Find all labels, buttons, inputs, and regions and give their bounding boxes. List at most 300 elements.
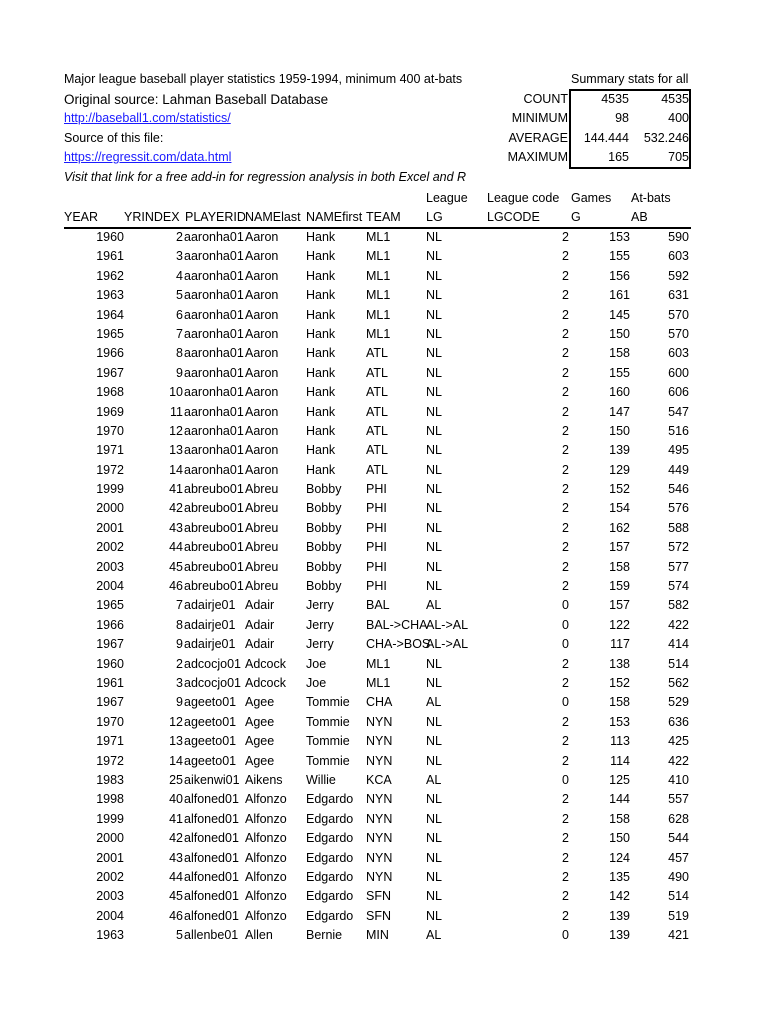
cell-lg: NL [426, 326, 442, 341]
cell-at-bats: 576 [668, 501, 689, 516]
cell-yrindex: 7 [176, 598, 183, 613]
cell-namefirst: Hank [306, 423, 336, 438]
cell-yrindex: 44 [169, 869, 183, 884]
cell-yrindex: 46 [169, 908, 183, 923]
summary-label-average: AVERAGE [508, 131, 568, 145]
cell-lgcode: 0 [562, 695, 569, 710]
table-row [0, 422, 768, 441]
cell-yrindex: 41 [169, 482, 183, 497]
cell-games: 159 [609, 579, 630, 594]
cell-games: 142 [609, 889, 630, 904]
cell-team: ML1 [366, 249, 391, 264]
cell-team: ATL [366, 365, 388, 380]
cell-playerid: alfoned01 [184, 869, 239, 884]
cell-namefirst: Bobby [306, 501, 342, 516]
cell-namelast: Abreu [245, 579, 279, 594]
cell-playerid: abreubo01 [184, 501, 244, 516]
cell-lg: AL [426, 772, 442, 787]
cell-team: PHI [366, 559, 387, 574]
cell-team: MIN [366, 928, 389, 943]
cell-at-bats: 606 [668, 385, 689, 400]
cell-namelast: Aaron [245, 307, 279, 322]
cell-games: 155 [609, 365, 630, 380]
cell-year: 1967 [96, 365, 124, 380]
cell-namefirst: Hank [306, 249, 336, 264]
cell-at-bats: 544 [668, 831, 689, 846]
cell-playerid: ageeto01 [184, 695, 237, 710]
cell-namelast: Abreu [245, 482, 279, 497]
cell-lgcode: 0 [562, 637, 569, 652]
cell-year: 1960 [96, 656, 124, 671]
cell-team: SFN [366, 908, 391, 923]
cell-year: 1961 [96, 249, 124, 264]
cell-games: 162 [609, 520, 630, 535]
cell-lg: NL [426, 230, 442, 244]
cell-year: 1983 [96, 772, 124, 787]
cell-lgcode: 2 [562, 268, 569, 283]
cell-yrindex: 3 [176, 249, 183, 264]
cell-games: 150 [609, 326, 630, 341]
cell-namelast: Alfonzo [245, 889, 287, 904]
cell-lgcode: 2 [562, 288, 569, 303]
cell-namelast: Aaron [245, 288, 279, 303]
cell-team: NYN [366, 734, 393, 749]
cell-lg: NL [426, 462, 442, 477]
cell-playerid: ageeto01 [184, 734, 237, 749]
cell-games: 122 [609, 617, 630, 632]
cell-namelast: Alfonzo [245, 811, 287, 826]
cell-lgcode: 2 [562, 462, 569, 477]
cell-yrindex: 3 [176, 675, 183, 690]
cell-namelast: Adair [245, 617, 275, 632]
col-desc-league-code: League code [487, 191, 560, 205]
cell-namefirst: Edgardo [306, 811, 354, 826]
cell-games: 161 [609, 288, 630, 303]
cell-namefirst: Willie [306, 772, 336, 787]
cell-namefirst: Bobby [306, 579, 342, 594]
cell-namelast: Abreu [245, 540, 279, 555]
cell-namelast: Alfonzo [245, 831, 287, 846]
table-row [0, 480, 768, 499]
cell-namefirst: Bobby [306, 559, 342, 574]
cell-games: 158 [609, 695, 630, 710]
cell-namefirst: Hank [306, 326, 336, 341]
cell-at-bats: 577 [668, 559, 689, 574]
cell-team: ATL [366, 443, 388, 458]
cell-games: 147 [609, 404, 630, 419]
cell-lg: NL [426, 346, 442, 361]
cell-lg: NL [426, 792, 442, 807]
cell-at-bats: 592 [668, 268, 689, 283]
summary-label-minimum: MINIMUM [511, 111, 568, 125]
cell-lgcode: 2 [562, 869, 569, 884]
col-header-team: TEAM [366, 210, 401, 224]
cell-lg: NL [426, 443, 442, 458]
cell-namelast: Abreu [245, 520, 279, 535]
cell-team: PHI [366, 482, 387, 497]
table-row [0, 325, 768, 344]
cell-playerid: adcocjo01 [184, 675, 241, 690]
cell-year: 1965 [96, 598, 124, 613]
cell-namefirst: Hank [306, 385, 336, 400]
source-link[interactable]: http://baseball1.com/statistics/ [64, 111, 231, 125]
cell-namelast: Aaron [245, 249, 279, 264]
table-row [0, 267, 768, 286]
cell-yrindex: 25 [169, 772, 183, 787]
cell-games: 157 [609, 598, 630, 613]
cell-year: 1999 [96, 811, 124, 826]
add-in-note: Visit that link for a free add-in for regression analysis in both Excel and R [64, 170, 467, 184]
cell-at-bats: 516 [668, 423, 689, 438]
cell-team: PHI [366, 501, 387, 516]
cell-namefirst: Hank [306, 462, 336, 477]
table-row [0, 713, 768, 732]
cell-year: 1967 [96, 695, 124, 710]
cell-playerid: alfoned01 [184, 811, 239, 826]
cell-at-bats: 636 [668, 714, 689, 729]
cell-games: 154 [609, 501, 630, 516]
cell-yrindex: 44 [169, 540, 183, 555]
cell-at-bats: 495 [668, 443, 689, 458]
cell-playerid: alfoned01 [184, 850, 239, 865]
cell-playerid: aaronha01 [184, 346, 244, 361]
cell-year: 2002 [96, 540, 124, 555]
cell-namefirst: Hank [306, 307, 336, 322]
cell-lgcode: 0 [562, 928, 569, 943]
cell-yrindex: 7 [176, 326, 183, 341]
cell-playerid: aaronha01 [184, 249, 244, 264]
cell-lg: AL [426, 695, 442, 710]
cell-yrindex: 8 [176, 617, 183, 632]
cell-team: SFN [366, 889, 391, 904]
cell-playerid: abreubo01 [184, 579, 244, 594]
data-table [0, 228, 768, 945]
cell-year: 1963 [96, 288, 124, 303]
cell-yrindex: 42 [169, 831, 183, 846]
cell-lgcode: 2 [562, 520, 569, 535]
cell-playerid: aaronha01 [184, 268, 244, 283]
cell-namefirst: Edgardo [306, 850, 354, 865]
cell-yrindex: 2 [176, 230, 183, 244]
cell-namefirst: Hank [306, 443, 336, 458]
cell-yrindex: 14 [169, 462, 183, 477]
file-source-label: Source of this file: [64, 131, 164, 145]
cell-playerid: alfoned01 [184, 908, 239, 923]
cell-games: 117 [610, 637, 630, 652]
cell-namefirst: Hank [306, 365, 336, 380]
cell-lg: NL [426, 869, 442, 884]
table-row [0, 286, 768, 305]
cell-playerid: adcocjo01 [184, 656, 241, 671]
cell-namelast: Adair [245, 598, 275, 613]
cell-games: 155 [609, 249, 630, 264]
cell-lg: NL [426, 423, 442, 438]
cell-namefirst: Tommie [306, 695, 350, 710]
summary-ab-minimum: 400 [668, 111, 689, 125]
cell-at-bats: 514 [668, 656, 689, 671]
cell-lg: NL [426, 889, 442, 904]
cell-games: 150 [609, 831, 630, 846]
cell-yrindex: 42 [169, 501, 183, 516]
cell-year: 1965 [96, 326, 124, 341]
cell-year: 2004 [96, 908, 124, 923]
summary-ab-count: 4535 [661, 92, 689, 106]
cell-playerid: alfoned01 [184, 792, 239, 807]
cell-yrindex: 4 [176, 268, 183, 283]
cell-playerid: aaronha01 [184, 385, 244, 400]
table-row [0, 752, 768, 771]
cell-year: 2000 [96, 831, 124, 846]
cell-games: 158 [609, 811, 630, 826]
cell-namelast: Aaron [245, 423, 279, 438]
cell-playerid: aaronha01 [184, 404, 244, 419]
cell-lg: NL [426, 520, 442, 535]
cell-playerid: abreubo01 [184, 540, 244, 555]
cell-lg: AL->AL [426, 637, 469, 652]
cell-year: 1972 [96, 753, 124, 768]
summary-label-count: COUNT [523, 92, 568, 106]
cell-yrindex: 9 [176, 365, 183, 380]
cell-team: NYN [366, 811, 393, 826]
cell-games: 139 [609, 928, 630, 943]
cell-playerid: aaronha01 [184, 443, 244, 458]
cell-lgcode: 2 [562, 423, 569, 438]
cell-year: 1972 [96, 462, 124, 477]
cell-at-bats: 547 [668, 404, 689, 419]
cell-team: ML1 [366, 307, 391, 322]
cell-namefirst: Hank [306, 230, 336, 244]
summary-label-maximum: MAXIMUM [507, 150, 568, 164]
cell-yrindex: 45 [169, 559, 183, 574]
cell-lgcode: 2 [562, 346, 569, 361]
cell-lgcode: 2 [562, 385, 569, 400]
file-link[interactable]: https://regressit.com/data.html [64, 150, 232, 164]
cell-team: NYN [366, 850, 393, 865]
cell-lgcode: 2 [562, 792, 569, 807]
cell-lgcode: 2 [562, 540, 569, 555]
col-header-namefirst: NAMEfirst [306, 210, 363, 224]
cell-team: NYN [366, 753, 393, 768]
cell-team: ML1 [366, 656, 391, 671]
table-row [0, 655, 768, 674]
cell-lg: AL [426, 928, 442, 943]
cell-namefirst: Joe [306, 656, 327, 671]
cell-lgcode: 2 [562, 831, 569, 846]
summary-ab-maximum: 705 [668, 150, 689, 164]
cell-lg: AL [426, 598, 442, 613]
cell-team: KCA [366, 772, 392, 787]
cell-year: 1968 [96, 385, 124, 400]
cell-year: 2003 [96, 559, 124, 574]
table-row [0, 441, 768, 460]
cell-namelast: Abreu [245, 501, 279, 516]
cell-team: ML1 [366, 268, 391, 283]
cell-lg: NL [426, 501, 442, 516]
cell-playerid: aaronha01 [184, 230, 244, 244]
cell-namelast: Aaron [245, 230, 279, 244]
cell-team: ML1 [366, 326, 391, 341]
cell-team: ATL [366, 404, 388, 419]
cell-playerid: abreubo01 [184, 559, 244, 574]
cell-namefirst: Hank [306, 288, 336, 303]
table-row [0, 228, 768, 247]
cell-yrindex: 13 [169, 734, 183, 749]
cell-team: ML1 [366, 230, 391, 244]
table-row [0, 829, 768, 848]
cell-team: ATL [366, 346, 388, 361]
cell-at-bats: 574 [668, 579, 689, 594]
cell-playerid: aikenwi01 [184, 772, 240, 787]
cell-yrindex: 11 [170, 404, 183, 419]
cell-playerid: adairje01 [184, 637, 236, 652]
cell-at-bats: 562 [668, 675, 689, 690]
table-row [0, 577, 768, 596]
cell-year: 2000 [96, 501, 124, 516]
cell-yrindex: 5 [176, 288, 183, 303]
cell-team: PHI [366, 579, 387, 594]
cell-lgcode: 2 [562, 811, 569, 826]
cell-games: 156 [609, 268, 630, 283]
col-header-namelast: NAMElast [245, 210, 301, 224]
cell-namelast: Adcock [245, 656, 286, 671]
cell-games: 152 [609, 482, 630, 497]
cell-games: 158 [609, 559, 630, 574]
cell-games: 124 [609, 850, 630, 865]
cell-games: 129 [609, 462, 630, 477]
summary-g-maximum: 165 [608, 150, 629, 164]
cell-lgcode: 0 [562, 772, 569, 787]
cell-yrindex: 43 [169, 850, 183, 865]
cell-lgcode: 2 [562, 326, 569, 341]
cell-games: 135 [609, 869, 630, 884]
cell-at-bats: 449 [668, 462, 689, 477]
cell-games: 138 [609, 656, 630, 671]
cell-namelast: Adcock [245, 675, 286, 690]
cell-at-bats: 582 [668, 598, 689, 613]
table-row [0, 732, 768, 751]
cell-namefirst: Hank [306, 346, 336, 361]
cell-yrindex: 14 [169, 753, 183, 768]
cell-at-bats: 546 [668, 482, 689, 497]
cell-yrindex: 40 [169, 792, 183, 807]
cell-namelast: Alfonzo [245, 792, 287, 807]
cell-yrindex: 43 [169, 520, 183, 535]
cell-playerid: alfoned01 [184, 831, 239, 846]
cell-lgcode: 2 [562, 889, 569, 904]
summary-border-right [689, 89, 691, 169]
cell-playerid: alfoned01 [184, 889, 239, 904]
col-desc-league: League [426, 191, 468, 205]
cell-team: CHA->BOS [366, 637, 431, 652]
cell-namefirst: Hank [306, 404, 336, 419]
cell-lgcode: 2 [562, 249, 569, 264]
summary-g-average: 144.444 [583, 131, 629, 145]
cell-lg: NL [426, 656, 442, 671]
cell-playerid: ageeto01 [184, 714, 237, 729]
cell-playerid: aaronha01 [184, 326, 244, 341]
table-row [0, 868, 768, 887]
table-row [0, 364, 768, 383]
cell-namelast: Aaron [245, 404, 279, 419]
cell-namelast: Agee [245, 714, 275, 729]
table-row [0, 461, 768, 480]
cell-namelast: Agee [245, 695, 275, 710]
cell-lg: NL [426, 753, 442, 768]
cell-namelast: Aikens [245, 772, 283, 787]
cell-at-bats: 603 [668, 346, 689, 361]
cell-namefirst: Joe [306, 675, 327, 690]
cell-lg: NL [426, 249, 442, 264]
summary-g-count: 4535 [601, 92, 629, 106]
table-row [0, 771, 768, 790]
table-row [0, 616, 768, 635]
cell-year: 1964 [96, 307, 124, 322]
cell-at-bats: 414 [668, 637, 689, 652]
cell-games: 125 [609, 772, 630, 787]
col-header-year: YEAR [64, 210, 99, 224]
cell-games: 139 [609, 443, 630, 458]
cell-lg: AL->AL [426, 617, 469, 632]
cell-at-bats: 570 [668, 326, 689, 341]
cell-namefirst: Jerry [306, 598, 334, 613]
cell-games: 153 [609, 230, 630, 244]
col-desc-at-bats: At-bats [631, 191, 671, 205]
cell-lg: NL [426, 385, 442, 400]
cell-year: 2002 [96, 869, 124, 884]
cell-at-bats: 557 [668, 792, 689, 807]
cell-at-bats: 490 [668, 869, 689, 884]
cell-team: NYN [366, 869, 393, 884]
cell-lg: NL [426, 675, 442, 690]
cell-namelast: Alfonzo [245, 869, 287, 884]
table-row [0, 247, 768, 266]
table-row [0, 403, 768, 422]
cell-namefirst: Edgardo [306, 792, 354, 807]
cell-yrindex: 8 [176, 346, 183, 361]
cell-namefirst: Hank [306, 268, 336, 283]
cell-namefirst: Tommie [306, 734, 350, 749]
cell-yrindex: 12 [169, 714, 183, 729]
original-source: Original source: Lahman Baseball Database [64, 92, 329, 107]
cell-games: 157 [609, 540, 630, 555]
cell-playerid: aaronha01 [184, 462, 244, 477]
cell-yrindex: 45 [169, 889, 183, 904]
cell-lgcode: 2 [562, 656, 569, 671]
cell-at-bats: 425 [668, 734, 689, 749]
summary-title: Summary stats for all [571, 72, 689, 86]
cell-at-bats: 457 [668, 850, 689, 865]
cell-lg: NL [426, 734, 442, 749]
table-row [0, 558, 768, 577]
cell-namelast: Aaron [245, 385, 279, 400]
cell-lgcode: 2 [562, 734, 569, 749]
cell-team: BAL [366, 598, 390, 613]
cell-lg: NL [426, 404, 442, 419]
cell-year: 1966 [96, 617, 124, 632]
cell-lg: NL [426, 307, 442, 322]
cell-lgcode: 0 [562, 598, 569, 613]
cell-at-bats: 590 [668, 230, 689, 244]
cell-lgcode: 2 [562, 675, 569, 690]
table-row [0, 693, 768, 712]
table-row [0, 635, 768, 654]
cell-team: BAL->CHA [366, 617, 428, 632]
summary-border-left [569, 89, 571, 169]
cell-namefirst: Bobby [306, 540, 342, 555]
cell-playerid: aaronha01 [184, 365, 244, 380]
cell-lgcode: 2 [562, 307, 569, 322]
cell-year: 1970 [96, 714, 124, 729]
